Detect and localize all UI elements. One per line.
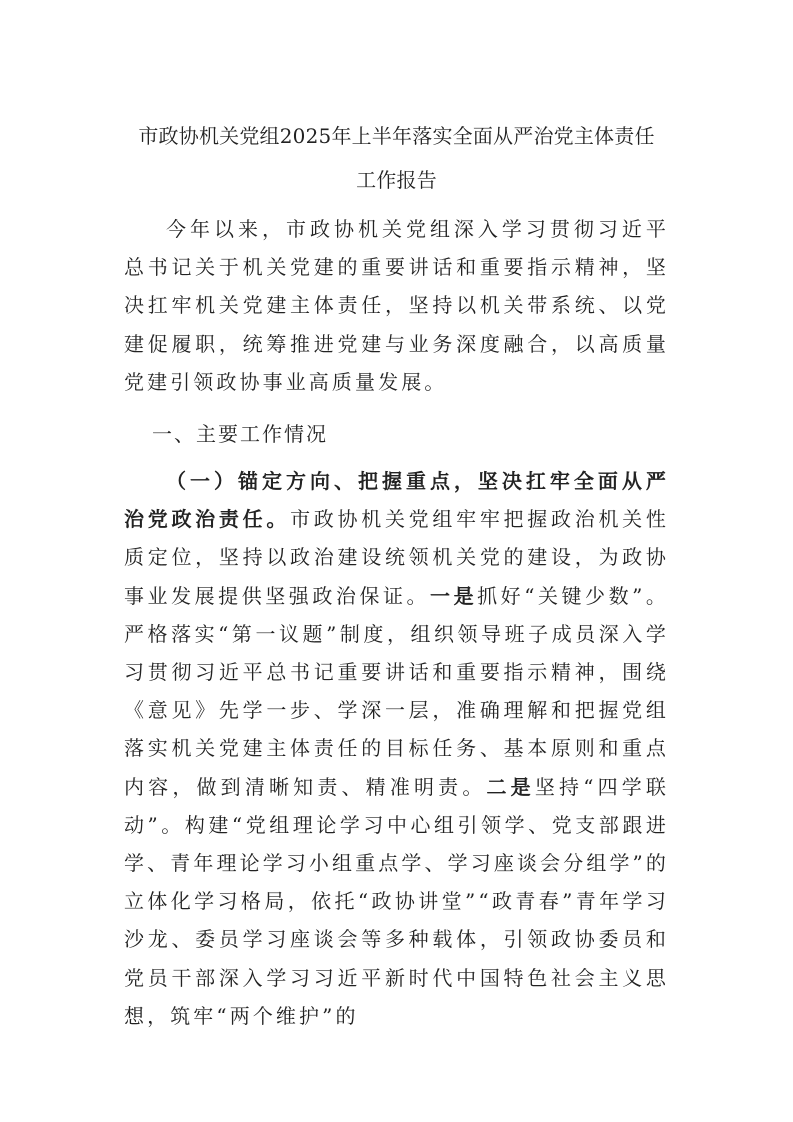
point-2-label: 二是 bbox=[486, 774, 535, 799]
document-title-line2: 工作报告 bbox=[356, 168, 437, 192]
subsection-1-heading: （一）锚定方向、把握重点，坚决扛牢全面从严治党政治责任。 bbox=[124, 469, 669, 532]
section-heading-1: 一、主要工作情况 bbox=[152, 422, 328, 447]
point-2-text: 坚持“四学联动”。构建“党组理论学习中心组引领学、党支部跟进学、青年理论学习小组重点学、学习座谈会分组学”的立体化学习格局，依托“政协讲堂”“政青春”青年学习沙龙、委员学习座谈会等多种载体，引领政协委员和党员干部深入学习习近平新时代中国特色社会主义思想，筑牢“两个维护”的 bbox=[124, 774, 670, 1028]
point-1-text: 抓好“关键少数”。严格落实“第一议题”制度，组织领导班子成员深入学习贯彻习近平总书记重要讲话和重要指示精神，围绕《意见》先学一步、学深一层，准确理解和把握党组落实机关党建主体责任的目标任务、基本原则和重点内容，做到清晰知责、精准明责。 bbox=[124, 583, 669, 799]
subsection-1-text: 市政协机关党组牢牢把握政治机关性质定位，坚持以政治建设统领机关党的建设，为政协事业发展提供坚强政治保证。 bbox=[124, 507, 669, 608]
document-body bbox=[124, 210, 669, 1035]
intro-paragraph: 今年以来，市政协机关党组深入学习贯彻习近平总书记关于机关党建的重要讲话和重要指示精神，坚决扛牢机关党建主体责任，坚持以机关带系统、以党建促履职，统筹推进党建与业务深度融合，以高质量党建引领政协事业高质量发展。 bbox=[124, 217, 669, 394]
subsection-1-paragraph bbox=[124, 462, 669, 1035]
document-title-line1: 市政协机关党组2025年上半年落实全面从严治党主体责任 bbox=[138, 124, 655, 148]
point-1-label: 一是 bbox=[430, 583, 478, 608]
